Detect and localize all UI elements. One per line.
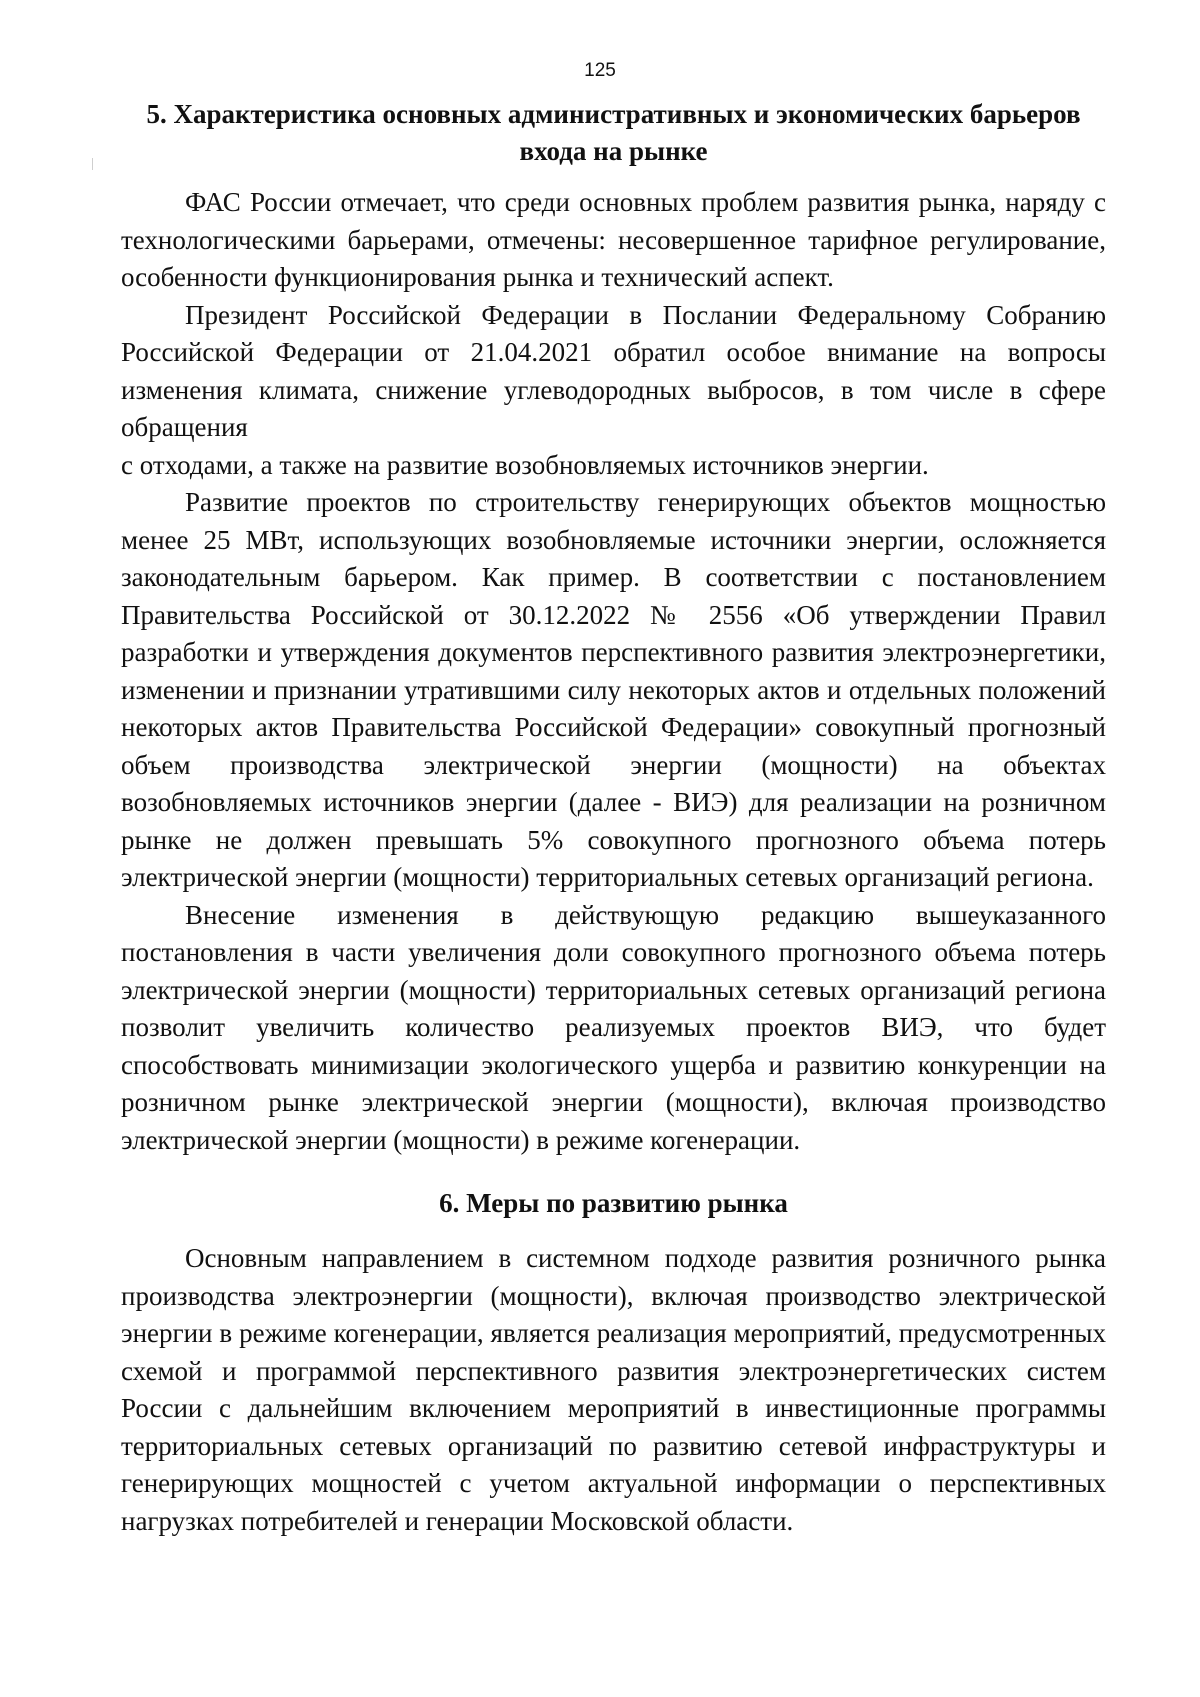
section-5-paragraph-1: ФАС России отмечает, что среди основных проблем развития рынка, наряду с технологическими барьерами, отмечены: несовершенное тарифное регулирование, особенности функционирования рынка и технический аспект.: [121, 187, 1106, 292]
section-5-paragraph-4: Внесение изменения в действующую редакцию вышеуказанного постановления в части увеличения доли совокупного прогнозного объема потерь электрической энергии (мощности) территориальных сетевых организаций региона позволит увеличить количество реализуемых проектов ВИЭ, что будет способствовать минимизации экологического ущерба и развитию конкуренции на розничном рынке электрической энергии (мощности), включая производство электрической энергии (мощности) в режиме когенерации.: [121, 899, 1106, 1155]
section-5-heading: 5. Характеристика основных административных и экономических барьеров входа на рынке: [146, 99, 1081, 166]
section-6-heading: 6. Меры по развитию рынка: [439, 1188, 788, 1218]
section-5-paragraph-2-continuation: с отходами, а также на развитие возобновляемых источников энергии.: [121, 449, 929, 480]
page-number: 125: [584, 60, 616, 81]
scan-artifact: [92, 158, 93, 170]
section-6-paragraph-1: Основным направлением в системном подходе развития розничного рынка производства электроэнергии (мощности), включая производство электрической энергии в режиме когенерации, является реализация мероприятий, предусмотренных схемой и программой перспективного развития электроэнергетических систем России с дальнейшим включением мероприятий в инвестиционные программы территориальных сетевых организаций по развитию сетевой инфраструктуры и генерирующих мощностей с учетом актуальной информации о перспективных нагрузках потребителей и генерации Московской области.: [121, 1243, 1106, 1536]
section-5-paragraph-3: Развитие проектов по строительству генерирующих объектов мощностью менее 25 МВт, использующих возобновляемые источники энергии, осложняется законодательным барьером. Как пример. В соответствии с постановлением Правительства Российской от 30.12.2022 № 2556 «Об утверждении Правил разработки и утверждения документов перспективного развития электроэнергетики, изменении и признании утратившими силу некоторых актов и отдельных положений некоторых актов Правительства Российской Федерации» совокупный прогнозный объем производства электрической энергии (мощности) на объектах возобновляемых источников энергии (далее - ВИЭ) для реализации на розничном рынке не должен превышать 5% совокупного прогнозного объема потерь электрической энергии (мощности) территориальных сетевых организаций региона.: [121, 487, 1106, 892]
document-body: [121, 96, 1106, 1540]
section-5-paragraph-2: Президент Российской Федерации в Послании Федеральному Собранию Российской Федерации от 21.04.2021 обратил особое внимание на вопросы изменения климата, снижение углеводородных выбросов, в том числе в сфере обращения: [121, 299, 1106, 442]
